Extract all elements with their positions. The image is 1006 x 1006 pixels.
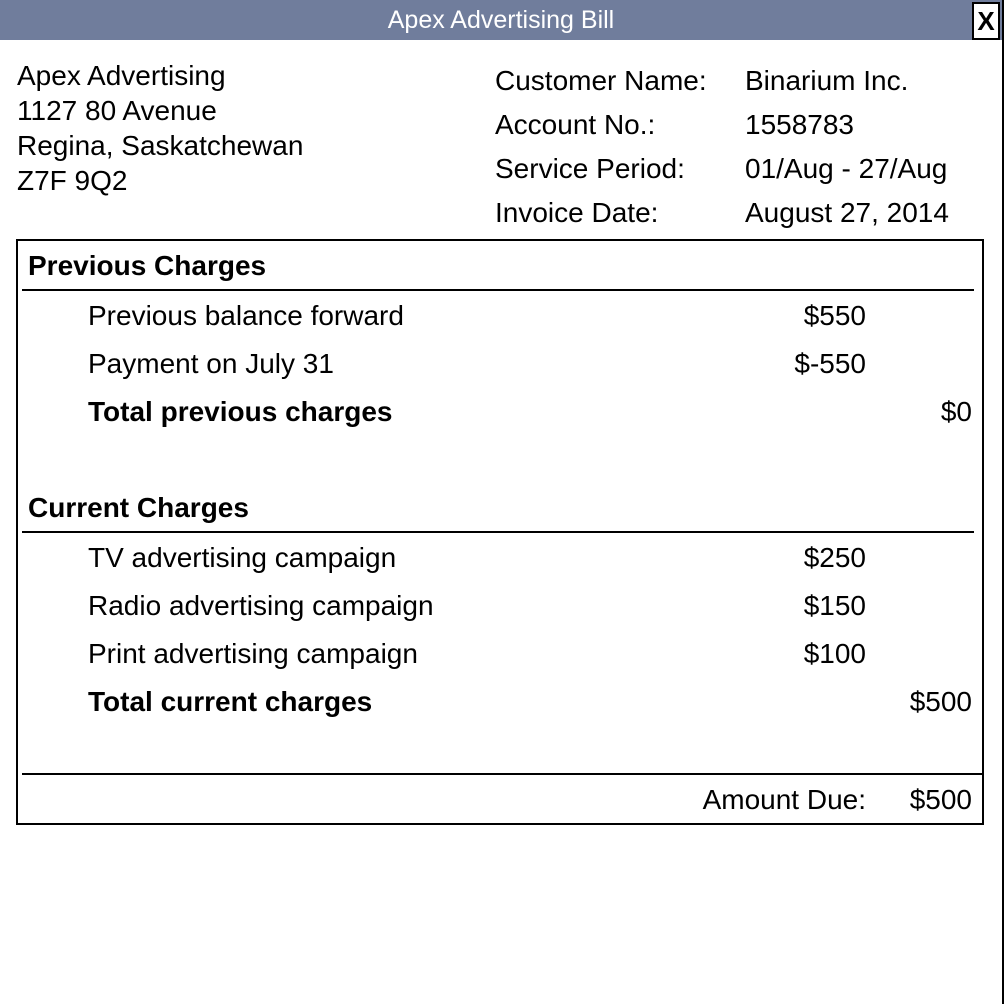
title-bar <box>0 0 1002 40</box>
company-address <box>17 58 303 198</box>
total-current-label: Total current charges <box>88 686 373 717</box>
account-label: Account No.: <box>495 109 656 140</box>
line-item-amount: $-550 <box>794 348 866 379</box>
invoice-date-label: Invoice Date: <box>495 197 659 228</box>
line-item-label: Radio advertising campaign <box>88 590 434 621</box>
customer-name-value: Binarium Inc. <box>745 65 909 96</box>
line-item-label: Print advertising campaign <box>88 638 418 669</box>
amount-due-value: $500 <box>909 784 972 815</box>
total-previous-amount: $0 <box>940 396 972 427</box>
company-street: 1127 80 Avenue <box>17 95 217 126</box>
account-value: 1558783 <box>745 109 855 140</box>
total-previous-label: Total previous charges <box>88 396 393 427</box>
line-item-amount: $250 <box>803 542 866 573</box>
total-current-amount: $500 <box>909 686 972 717</box>
customer-name-label: Customer Name: <box>495 65 707 96</box>
divider <box>22 773 982 775</box>
line-item-label: TV advertising campaign <box>88 542 397 573</box>
line-item-amount: $150 <box>803 590 866 621</box>
previous-charges-title: Previous Charges <box>28 250 267 281</box>
line-item-amount: $100 <box>803 638 866 669</box>
amount-due-label: Amount Due: <box>702 784 866 815</box>
service-period-value: 01/Aug - 27/Aug <box>745 153 948 184</box>
divider <box>22 531 974 533</box>
current-charges-title: Current Charges <box>28 492 249 523</box>
line-item-amount: $550 <box>803 300 866 331</box>
close-button[interactable] <box>972 2 1000 40</box>
invoice-date-value: August 27, 2014 <box>745 197 949 228</box>
window-title: Apex Advertising Bill <box>387 6 615 34</box>
company-postal: Z7F 9Q2 <box>17 165 128 196</box>
service-period-label: Service Period: <box>495 153 685 184</box>
line-item-label: Payment on July 31 <box>88 348 334 379</box>
divider <box>22 289 974 291</box>
charges-box <box>16 239 984 825</box>
line-item-label: Previous balance forward <box>88 300 404 331</box>
close-icon: X <box>977 6 995 36</box>
company-city: Regina, Saskatchewan <box>17 130 304 161</box>
company-name: Apex Advertising <box>17 60 226 91</box>
